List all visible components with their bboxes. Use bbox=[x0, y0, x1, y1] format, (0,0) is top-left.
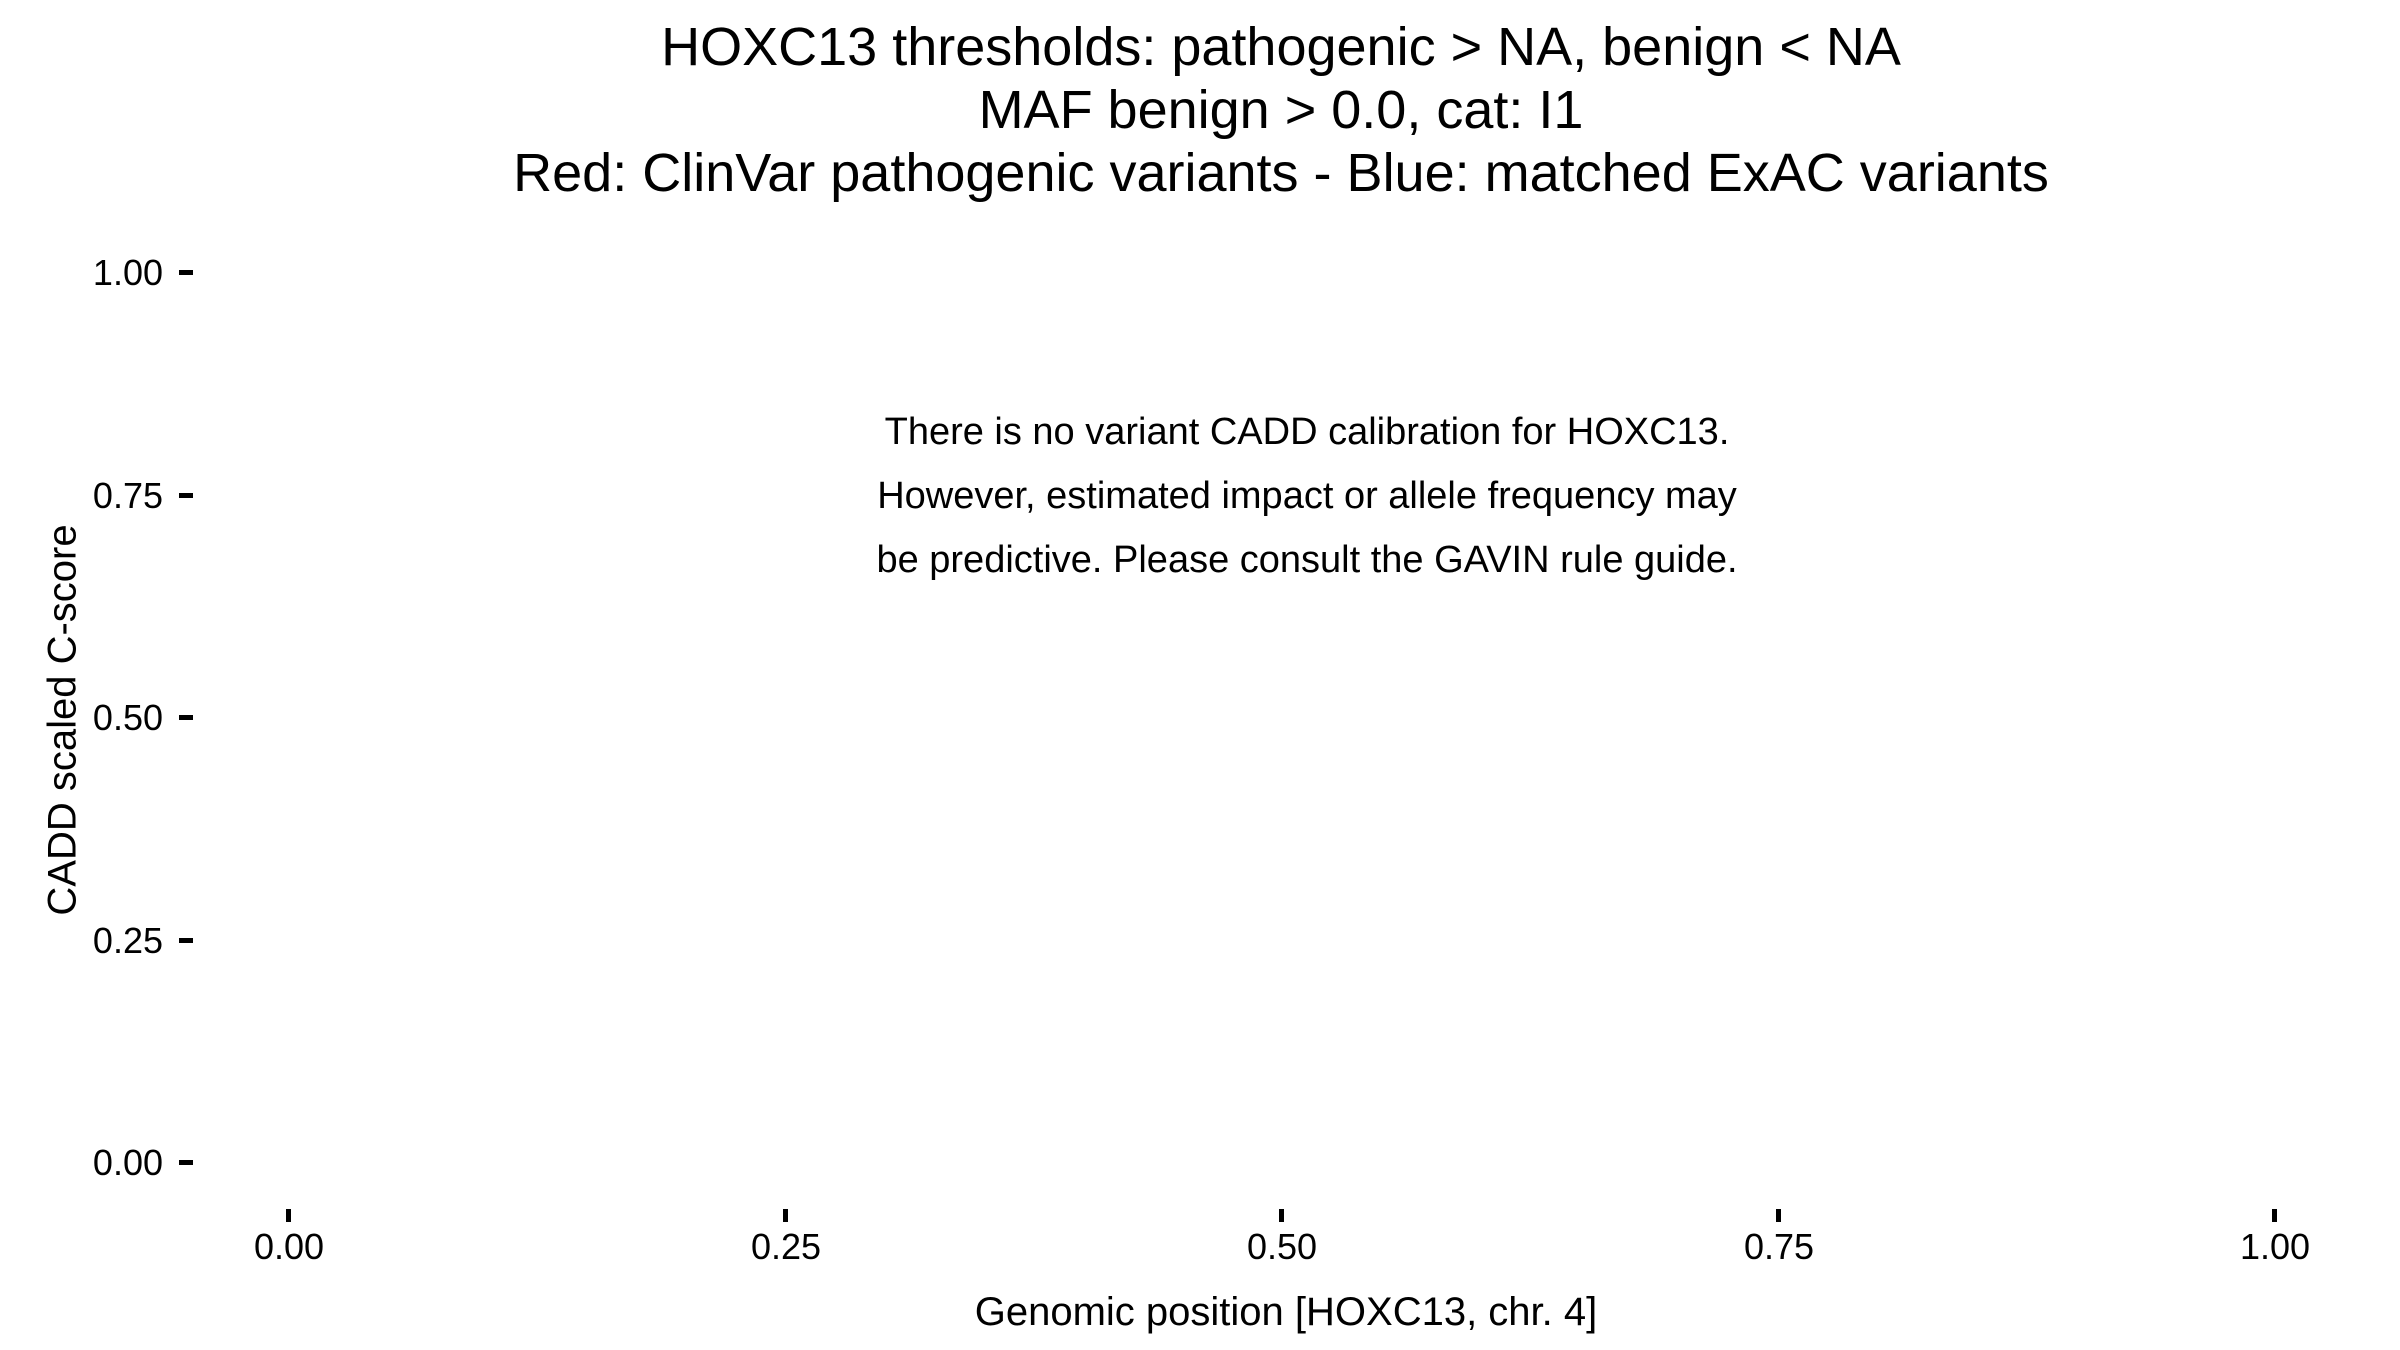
y-tick-mark-0.00 bbox=[179, 1160, 193, 1165]
x-tick-label-0.00: 0.00 bbox=[253, 1226, 325, 1267]
plot-title-line-3: Red: ClinVar pathogenic variants - Blue: matched ExAC variants bbox=[513, 143, 2049, 203]
x-tick-mark-1.00 bbox=[2272, 1209, 2277, 1222]
y-tick-label-1.00: 1.00 bbox=[92, 252, 163, 293]
y-tick-label-0.75: 0.75 bbox=[92, 475, 163, 516]
x-axis-title: Genomic position [HOXC13, chr. 4] bbox=[974, 1290, 1598, 1334]
x-tick-label-0.50: 0.50 bbox=[1246, 1226, 1318, 1267]
annotation-line-3: be predictive. Please consult the GAVIN rule guide. bbox=[876, 539, 1738, 581]
x-tick-mark-0.25 bbox=[783, 1209, 788, 1222]
x-tick-mark-0.75 bbox=[1776, 1209, 1781, 1222]
y-tick-label-0.25: 0.25 bbox=[92, 920, 163, 961]
y-tick-label-0.50: 0.50 bbox=[92, 697, 163, 738]
x-tick-label-1.00: 1.00 bbox=[2239, 1226, 2311, 1267]
y-axis-title: CADD scaled C-score bbox=[40, 524, 85, 916]
y-tick-label-0.00: 0.00 bbox=[92, 1142, 163, 1183]
y-tick-mark-0.25 bbox=[179, 938, 193, 943]
x-tick-label-0.75: 0.75 bbox=[1743, 1226, 1815, 1267]
plot-panel bbox=[190, 225, 2375, 1210]
plot-annotation bbox=[876, 400, 1737, 592]
plot-title-line-1: HOXC13 thresholds: pathogenic > NA, benign < NA bbox=[661, 17, 1901, 77]
x-tick-mark-0.50 bbox=[1279, 1209, 1284, 1222]
x-tick-mark-0.00 bbox=[286, 1209, 291, 1222]
x-tick-label-0.25: 0.25 bbox=[750, 1226, 822, 1267]
plot-title bbox=[513, 16, 2049, 205]
annotation-line-2: However, estimated impact or allele frequency may bbox=[877, 475, 1737, 517]
annotation-line-1: There is no variant CADD calibration for HOXC13. bbox=[884, 411, 1730, 453]
y-tick-mark-0.75 bbox=[179, 493, 193, 498]
plot-title-line-2: MAF benign > 0.0, cat: I1 bbox=[978, 80, 1584, 140]
y-tick-mark-1.00 bbox=[179, 270, 193, 275]
y-tick-mark-0.50 bbox=[179, 715, 193, 720]
